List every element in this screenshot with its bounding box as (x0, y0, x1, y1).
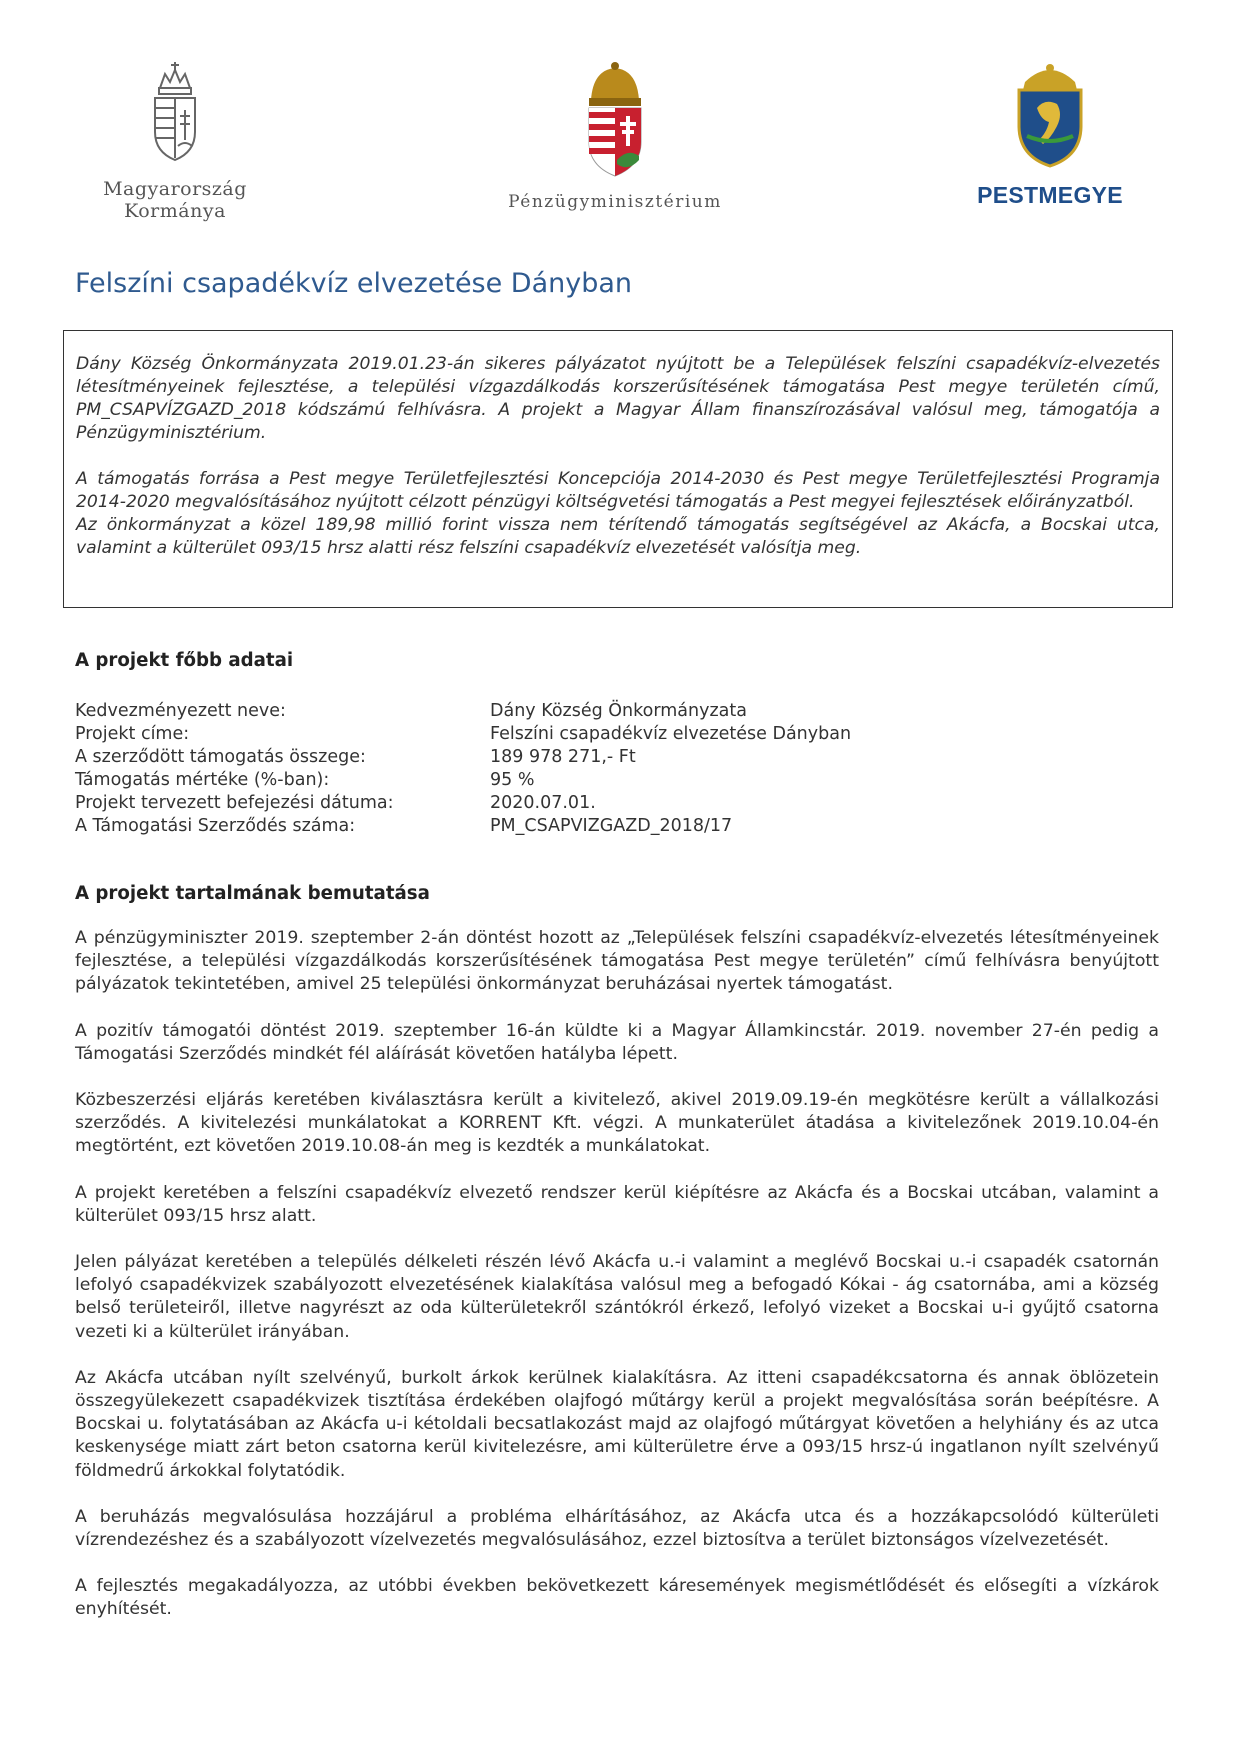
ministry-logo (490, 60, 740, 212)
government-name-line1: Magyarország (103, 178, 247, 200)
content-paragraph: Közbeszerzési eljárás keretében kiválasztásra került a kivitelező, akivel 2019.09.19-én megkötésre került a vállalkozási szerződés. A kivitelezési munkálatokat a KORRENT Kft. végzi. A munkaterület átadása a kivitelezőnek 2019.10.04-én megtörtént, ezt követően 2019.10.08-án meg is kezdték a munkálatokat. (75, 1090, 1159, 1157)
intro-paragraph-2: A támogatás forrása a Pest megye Területfejlesztési Koncepciója 2014-2030 és Pest megye Területfejlesztési Programja 2014-2020 megvalósításához nyújtott célzott pénzügyi költségvetési támogatás a Pest megyei fejlesztések előirányzatból. (76, 469, 1160, 512)
intro-paragraph-3: Az önkormányzat a közel 189,98 millió forint vissza nem térítendő támogatás segítségével az Akácfa, a Bocskai utca, valamint a külterület 093/15 hrsz alatti rész felszíni csapadékvíz elvezetését valósítja meg. (76, 515, 1160, 558)
project-data-table (75, 700, 975, 838)
ministry-name: Pénzügyminisztérium (508, 192, 722, 212)
content-paragraph: Az Akácfa utcában nyílt szelvényű, burkolt árkok kerülnek kialakításra. Az itteni csapadékcsatorna és annak öblözetein összegyülekezett csapadékvizek tisztítása érdekében olajfogó műtárgy kerül a projekt megvalósítása során beépítésre. A Bocskai u. folytatásában az Akácfa u-i kétoldali becsatlakozást majd az olajfogó műtárgyat követően a helyhiány és az utca keskenysége miatt zárt beton csatorna kerül kivitelezésre, ami külterületre érve a 093/15 hrsz-ú ingatlanon nyílt szelvényű földmedrű árkokkal folytatódik. (75, 1367, 1159, 1481)
pest-county-name: PESTMEGYE (977, 182, 1123, 208)
content-paragraph: A pozitív támogatói döntést 2019. szeptember 16-án küldte ki a Magyar Államkincstár. 2019. november 27-én pedig a Támogatási Szerződés mindkét fél aláírását követően hatályba lépett. (75, 1020, 1159, 1064)
data-value: Felszíni csapadékvíz elvezetése Dányban (490, 724, 852, 744)
hungarian-coat-of-arms-icon (140, 60, 210, 170)
content-paragraph: A pénzügyminiszter 2019. szeptember 2-án döntést hozott az „Települések felszíni csapadékvíz-elvezetés létesítményeinek fejlesztése, a települési vízgazdálkodás korszerűsítésének támogatása Pest megye területén” című felhívásra benyújtott pályázatok tekintetében, amivel 25 települési önkormányzat beruházásai nyertek támogatást. (75, 928, 1159, 995)
intro-box (63, 330, 1173, 608)
content-paragraph: Jelen pályázat keretében a település délkeleti részén lévő Akácfa u.-i valamint a meglévő Bocskai u.-i csapadék csatornán lefolyó csapadékvizek szabályozott elvezetésének kialakítása valósul meg a befogadó Kókai - ág csatornába, ami a község belső területeiről, illetve nagyrészt az oda külterületekről szántókról érkező, lefolyó vizeket a Bocskai u-i gyűjtő csatorna vezeti ki a külterület irányában. (75, 1252, 1159, 1342)
pest-county-logo (970, 60, 1130, 209)
project-data-row (75, 700, 975, 723)
project-content-body (75, 927, 1159, 1645)
project-data-row (75, 792, 975, 815)
content-paragraph: A fejlesztés megakadályozza, az utóbbi években bekövetkezett káresemények megismétlődését és elősegíti a vízkárok enyhítését. (75, 1576, 1159, 1620)
content-paragraph: A projekt keretében a felszíni csapadékvíz elvezető rendszer kerül kiépítésre az Akácfa és a Bocskai utcában, valamint a külterület 093/15 hrsz alatt. (75, 1182, 1159, 1226)
ministry-coat-of-arms-icon (575, 60, 655, 180)
page-title: Felszíni csapadékvíz elvezetése Dányban (75, 268, 633, 299)
data-value: 2020.07.01. (490, 793, 596, 813)
government-name (90, 178, 260, 222)
data-label: A szerződött támogatás összege: (75, 747, 366, 767)
project-data-row (75, 815, 975, 838)
data-label: Kedvezményezett neve: (75, 701, 286, 721)
data-label: Támogatás mértéke (%-ban): (75, 770, 330, 790)
pest-county-crest-icon (1005, 60, 1095, 170)
data-value: PM_CSAPVIZGAZD_2018/17 (490, 816, 733, 836)
project-data-heading: A projekt főbb adatai (75, 650, 294, 671)
data-label: A Támogatási Szerződés száma: (75, 816, 356, 836)
content-paragraph: A beruházás megvalósulása hozzájárul a probléma elhárításához, az Akácfa utca és a hozzákapcsolódó külterületi vízrendezéshez és a szabályozott vízelvezetés megvalósulásához, ezzel biztosítva a terület biztonságos vízelvezetését. (75, 1506, 1159, 1551)
data-label: Projekt címe: (75, 724, 190, 744)
project-data-row (75, 723, 975, 746)
data-value: 95 % (490, 770, 535, 790)
hungarian-government-logo (90, 60, 260, 222)
data-value: Dány Község Önkormányzata (490, 701, 747, 721)
government-name-line2: Kormánya (124, 200, 226, 222)
project-data-row (75, 769, 975, 792)
data-label: Projekt tervezett befejezési dátuma: (75, 793, 394, 813)
project-content-heading: A projekt tartalmának bemutatása (75, 883, 430, 904)
intro-paragraph-1: Dány Község Önkormányzata 2019.01.23-án sikeres pályázatot nyújtott be a Települések felszíni csapadékvíz-elvezetés létesítményeinek fejlesztése, a települési vízgazdálkodás korszerűsítésének támogatása Pest megye területén című, PM_CSAPVÍZGAZD_2018 kódszámú felhívásra. A projekt a Magyar Állam finanszírozásával valósul meg, támogatója a Pénzügyminisztérium. (76, 354, 1160, 443)
project-data-row (75, 746, 975, 769)
data-value: 189 978 271,- Ft (490, 747, 636, 767)
